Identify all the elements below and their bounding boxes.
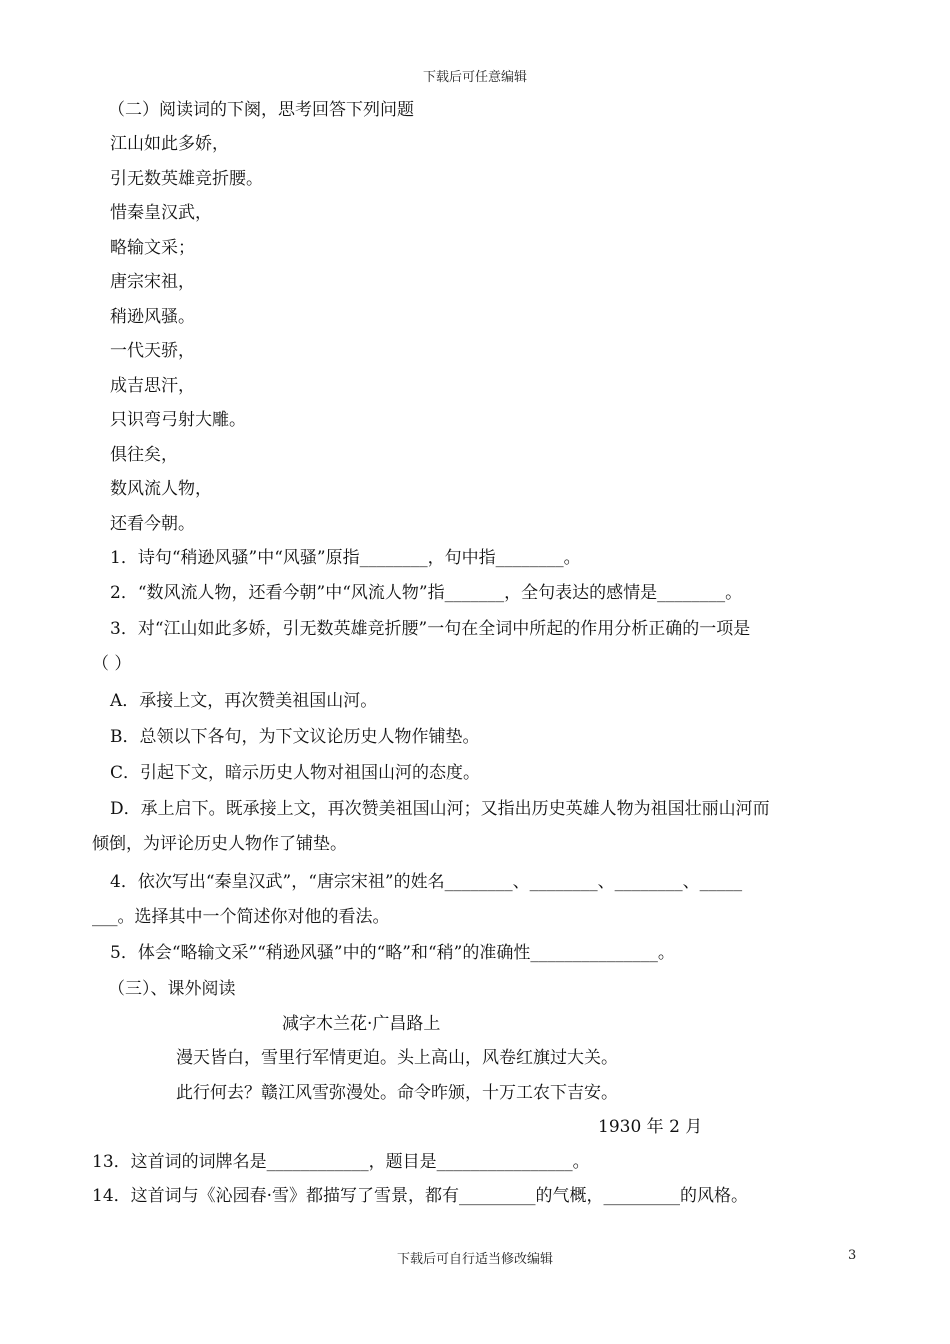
- poem-line: 唐宗宋祖，: [110, 272, 195, 292]
- poem-line: 还看今朝。: [110, 514, 195, 534]
- option-d-line1: D．承上启下。既承接上文，再次赞美祖国山河；又指出历史英雄人物为祖国壮丽山河而: [110, 799, 770, 819]
- poem-line: 漫天皆白，雪里行军情更迫。头上高山，风卷红旗过大关。: [176, 1048, 618, 1068]
- option-d-line2: 倾倒，为评论历史人物作了铺垫。: [92, 834, 347, 854]
- option-a: A．承接上文，再次赞美祖国山河。: [110, 691, 378, 711]
- option-c: C．引起下文，暗示历史人物对祖国山河的态度。: [110, 763, 481, 783]
- poem-line: 数风流人物，: [110, 479, 212, 499]
- section2-title: （二）阅读词的下阕，思考回答下列问题: [108, 100, 414, 120]
- question-4-line2: ___。选择其中一个简述你对他的看法。: [92, 907, 390, 927]
- poem-line: 稍逊风骚。: [110, 307, 195, 327]
- poem-title: 减字木兰花·广昌路上: [282, 1014, 441, 1034]
- poem-line: 只识弯弓射大雕。: [110, 410, 246, 430]
- question-13: 13．这首词的词牌名是____________，题目是________________。: [92, 1152, 590, 1172]
- question-3-line2: （ ）: [92, 654, 132, 674]
- poem-line: 俱往矣，: [110, 445, 178, 465]
- section3-title: （三）、课外阅读: [108, 979, 236, 999]
- poem-line: 引无数英雄竞折腰。: [110, 169, 263, 189]
- option-b: B．总领以下各句，为下文议论历史人物作铺垫。: [110, 727, 480, 747]
- poem-line: 惜秦皇汉武，: [110, 203, 212, 223]
- page-number: 3: [848, 1248, 857, 1263]
- poem-line: 此行何去？赣江风雪弥漫处。命令昨颁，十万工农下吉安。: [176, 1083, 618, 1103]
- page-footer: 下载后可自行适当修改编辑: [396, 1252, 553, 1267]
- question-4-line1: 4．依次写出“秦皇汉武”，“唐宗宋祖”的姓名________、________、________、_____: [110, 872, 743, 892]
- question-1: 1．诗句“稍逊风骚”中“风骚”原指________，句中指________。: [110, 548, 581, 568]
- poem-line: 略输文采；: [110, 238, 195, 258]
- question-2: 2．“数风流人物，还看今朝”中“风流人物”指_______，全句表达的感情是________。: [110, 583, 743, 603]
- question-3-line1: 3．对“江山如此多娇，引无数英雄竞折腰”一句在全词中所起的作用分析正确的一项是: [110, 619, 751, 639]
- poem-line: 成吉思汗，: [110, 376, 195, 396]
- question-5: 5．体会“略输文采”“稍逊风骚”中的“略”和“稍”的准确性_______________。: [110, 943, 675, 963]
- poem-line: 一代天骄，: [110, 341, 195, 361]
- question-14: 14．这首词与《沁园春·雪》都描写了雪景，都有_________的气概，_________的风格。: [92, 1186, 749, 1206]
- poem-line: 江山如此多娇，: [110, 134, 229, 154]
- poem-date: 1930 年 2 月: [598, 1117, 703, 1137]
- page-header: 下载后可任意编辑: [422, 70, 527, 85]
